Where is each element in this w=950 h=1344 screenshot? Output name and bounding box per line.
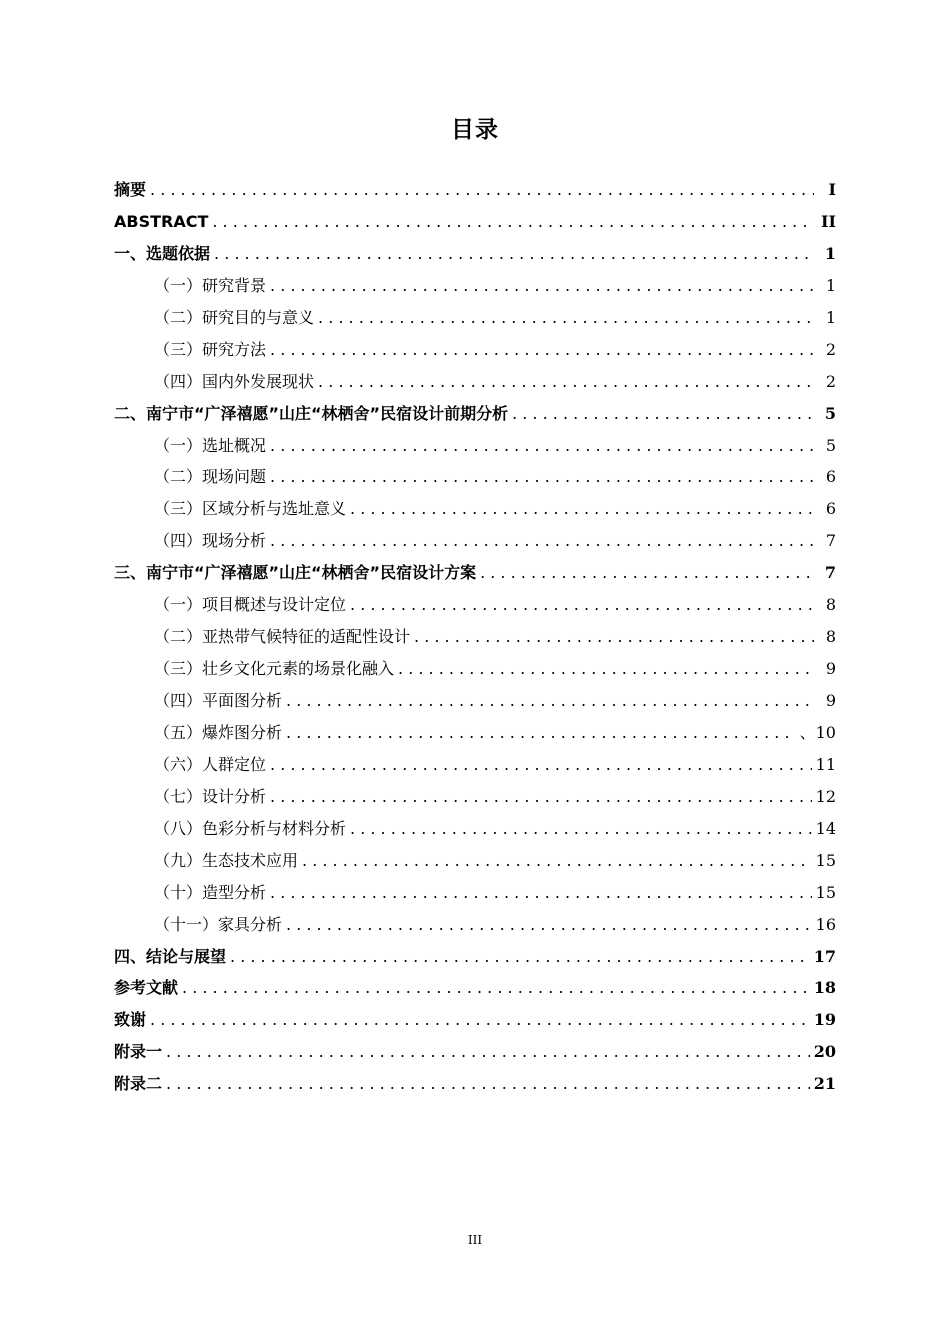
- toc-entry[interactable]: [114, 430, 836, 462]
- toc-entry-title: （八）色彩分析与材料分析: [154, 818, 347, 838]
- toc-entry-page: 15: [815, 882, 836, 902]
- toc-entry-title: 摘要: [114, 180, 147, 199]
- toc-entry[interactable]: [114, 525, 836, 557]
- toc-dot-leader: [318, 366, 814, 398]
- toc-entry[interactable]: [114, 845, 836, 877]
- toc-entry-page: 7: [824, 563, 836, 583]
- toc-dot-leader: [182, 972, 810, 1004]
- toc-entry[interactable]: [114, 174, 836, 206]
- toc-entry-page: 1: [825, 275, 836, 295]
- toc-dot-leader: [270, 749, 812, 781]
- toc-dot-leader: [270, 334, 814, 366]
- toc-entry-page: 6: [825, 467, 836, 487]
- toc-dot-leader: [230, 941, 810, 973]
- toc-entry-page: 2: [825, 339, 836, 359]
- toc-entry[interactable]: [114, 1004, 836, 1036]
- toc-entry-page: 18: [813, 978, 836, 998]
- toc-entry-title: 二、南宁市“广泽禧愿”山庄“林栖舍”民宿设计前期分析: [114, 403, 509, 423]
- toc-entry-title: 参考文献: [114, 978, 179, 998]
- toc-entry[interactable]: [114, 461, 836, 493]
- toc-entry-title: （十一）家具分析: [154, 914, 283, 934]
- page-title: 目录: [451, 117, 499, 143]
- toc-dot-leader: [414, 621, 814, 653]
- toc-entry[interactable]: [114, 1036, 836, 1068]
- toc-entry-title: （五）爆炸图分析: [154, 722, 283, 742]
- toc-dot-leader: [270, 430, 814, 462]
- toc-entry[interactable]: [114, 877, 836, 909]
- toc-dot-leader: [286, 685, 814, 717]
- toc-entry[interactable]: [114, 1068, 836, 1100]
- toc-dot-leader: [166, 1068, 810, 1100]
- toc-entry-page: 5: [824, 403, 836, 423]
- toc-entry[interactable]: [114, 302, 836, 334]
- toc-entry-page: 11: [815, 754, 836, 774]
- toc-entry[interactable]: [114, 334, 836, 366]
- toc-entry[interactable]: [114, 781, 836, 813]
- toc-entry-page: 8: [825, 595, 836, 615]
- toc-entry-title: 致谢: [114, 1010, 147, 1030]
- toc-entry[interactable]: [114, 206, 836, 238]
- toc-entry[interactable]: [114, 941, 836, 973]
- toc-entry-title: （四）平面图分析: [154, 691, 283, 710]
- toc-entry[interactable]: [114, 653, 836, 685]
- toc-dot-leader: [350, 493, 814, 525]
- toc-entry-page: 8: [825, 627, 836, 647]
- toc-entry[interactable]: [114, 493, 836, 525]
- toc-entry-title: （四）国内外发展现状: [154, 371, 315, 391]
- toc-entry-page: 1: [824, 243, 836, 263]
- toc-entry[interactable]: [114, 398, 836, 430]
- toc-entry-page: 19: [813, 1010, 836, 1030]
- toc-dot-leader: [480, 557, 814, 589]
- toc-entry[interactable]: [114, 909, 836, 941]
- toc-entry-title: （二）现场问题: [154, 467, 267, 487]
- toc-entry-page: 7: [825, 531, 836, 551]
- toc-dot-leader: [270, 781, 812, 813]
- toc-entry-title: （三）区域分析与选址意义: [154, 499, 347, 519]
- toc-entry-title: ABSTRACT: [114, 211, 209, 231]
- toc-entry-page: 6: [825, 499, 836, 519]
- toc-entry-title: （四）现场分析: [154, 531, 267, 551]
- toc-dot-leader: [150, 1004, 810, 1036]
- toc-dot-leader: [270, 525, 814, 557]
- toc-entry-title: （一）研究背景: [154, 275, 267, 295]
- toc-entry-page: 21: [813, 1074, 836, 1094]
- toc-dot-leader: [286, 717, 796, 749]
- toc-entry-title: （一）选址概况: [154, 435, 267, 455]
- toc-entry-page: 14: [815, 818, 836, 838]
- toc-entry-page: 5: [825, 435, 836, 455]
- toc-entry[interactable]: [114, 238, 836, 270]
- toc-entry-title: （七）设计分析: [154, 786, 267, 806]
- toc-dot-leader: [270, 270, 814, 302]
- toc-entry-page: 12: [815, 786, 836, 806]
- table-of-contents: [114, 174, 836, 1100]
- toc-dot-leader: [318, 302, 814, 334]
- toc-entry-title: 附录一: [114, 1042, 163, 1062]
- toc-dot-leader: [286, 909, 812, 941]
- toc-entry[interactable]: [114, 685, 836, 717]
- toc-entry-page: 15: [815, 850, 836, 870]
- toc-entry-title: 一、选题依据: [114, 243, 211, 263]
- toc-entry-page: 1: [825, 307, 836, 327]
- toc-dot-leader: [212, 206, 814, 238]
- toc-entry-title: （一）项目概述与设计定位: [154, 595, 347, 615]
- toc-dot-leader: [350, 589, 814, 621]
- toc-entry-title: 四、结论与展望: [114, 946, 227, 966]
- toc-entry-page: I: [828, 180, 836, 199]
- toc-dot-leader: [270, 461, 814, 493]
- toc-entry-title: 附录二: [114, 1074, 163, 1094]
- toc-entry-page: 17: [813, 946, 836, 966]
- toc-dot-leader: [166, 1036, 810, 1068]
- toc-entry-page: II: [821, 211, 836, 231]
- toc-entry-title: （二）研究目的与意义: [154, 307, 315, 327]
- toc-entry[interactable]: [114, 366, 836, 398]
- toc-entry[interactable]: [114, 557, 836, 589]
- toc-entry-page: 2: [825, 371, 836, 391]
- toc-entry[interactable]: [114, 749, 836, 781]
- toc-entry[interactable]: [114, 270, 836, 302]
- toc-entry[interactable]: [114, 972, 836, 1004]
- toc-dot-leader: [214, 238, 814, 270]
- toc-entry-title: （三）壮乡文化元素的场景化融入: [154, 659, 395, 679]
- toc-dot-leader: [270, 877, 812, 909]
- toc-dot-leader: [398, 653, 814, 685]
- toc-entry[interactable]: [114, 621, 836, 653]
- toc-entry-title: （十）造型分析: [154, 882, 267, 902]
- toc-entry-page: 16: [815, 914, 836, 934]
- toc-dot-leader: [150, 174, 814, 206]
- toc-entry[interactable]: [114, 813, 836, 845]
- toc-entry-title: 三、南宁市“广泽禧愿”山庄“林栖舍”民宿设计方案: [114, 563, 477, 583]
- toc-dot-leader: [512, 398, 814, 430]
- toc-entry-page: 20: [813, 1042, 836, 1062]
- toc-dot-leader: [302, 845, 812, 877]
- toc-entry-title: （三）研究方法: [154, 339, 267, 359]
- toc-entry-title: （二）亚热带气候特征的适配性设计: [154, 627, 411, 647]
- toc-entry-page: 9: [825, 691, 836, 710]
- toc-entry-page: 、10: [799, 722, 836, 742]
- toc-entry-page: 9: [825, 659, 836, 679]
- toc-entry-title: （六）人群定位: [154, 754, 267, 774]
- toc-entry[interactable]: [114, 717, 836, 749]
- toc-entry-title: （九）生态技术应用: [154, 850, 299, 870]
- toc-entry[interactable]: [114, 589, 836, 621]
- page-number: III: [467, 1233, 483, 1247]
- toc-dot-leader: [350, 813, 812, 845]
